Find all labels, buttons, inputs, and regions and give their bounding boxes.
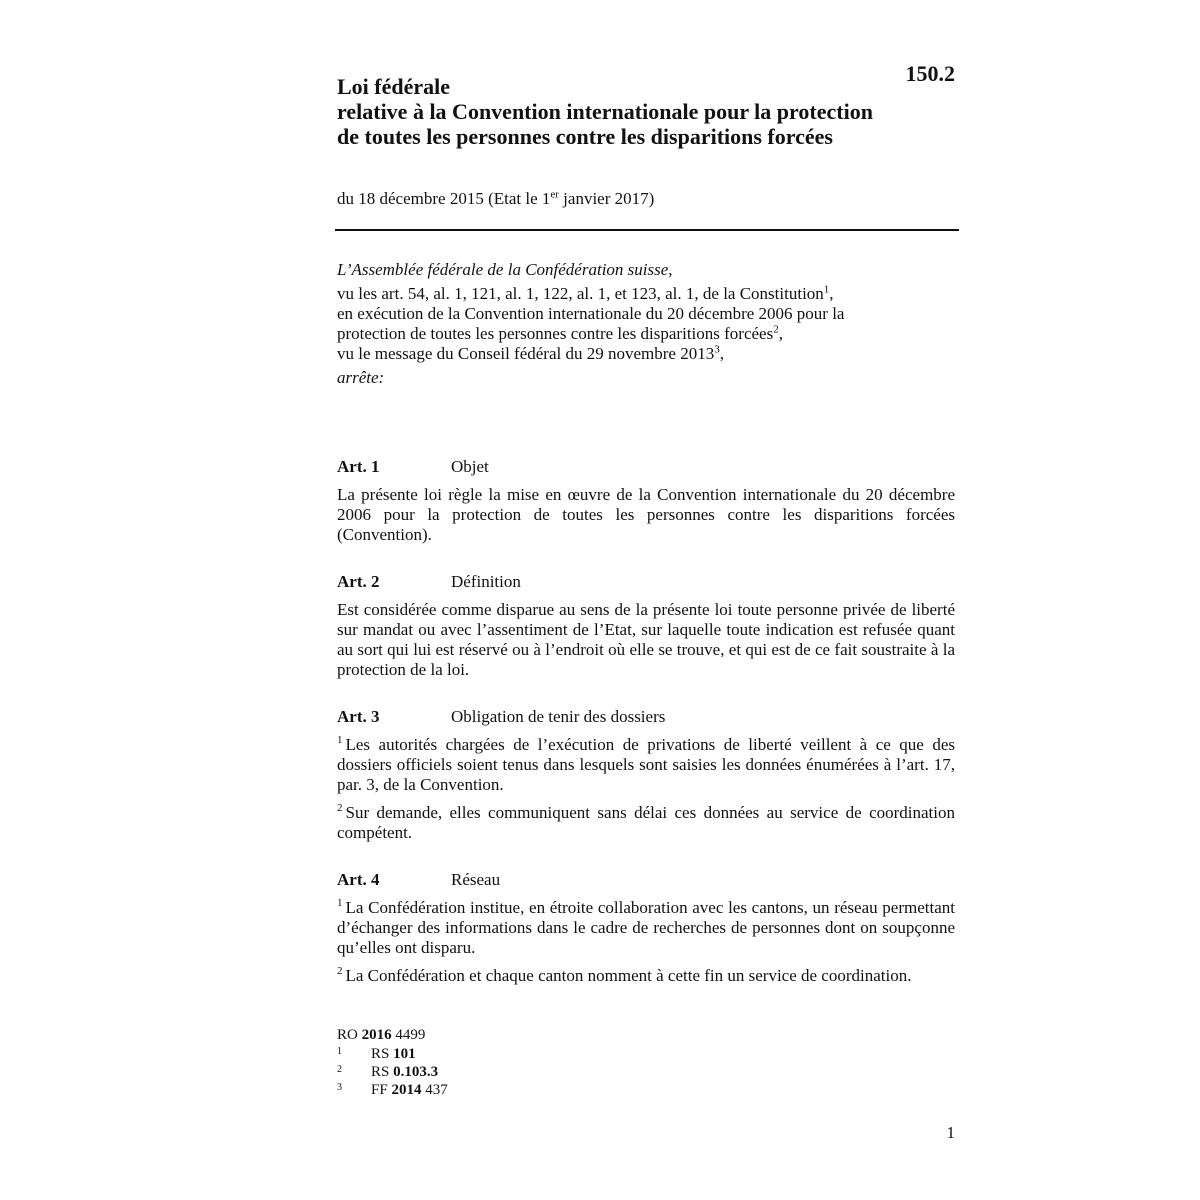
footnote-text[interactable] [371, 1046, 416, 1062]
article-title: Obligation de tenir des dossiers [451, 707, 666, 726]
paragraph-number: 1 [337, 897, 343, 910]
footnote [337, 1082, 448, 1100]
law-title [337, 74, 957, 149]
ro-prefix: RO [337, 1027, 362, 1043]
preamble-line-text: protection de toutes les personnes contre les disparitions forcées [337, 324, 774, 343]
paragraph-text: La présente loi règle la mise en œuvre de la Convention internationale du 20 décembre 2006 pour la protection de toutes les personnes contre les disparitions forcées (Convention). [337, 485, 955, 544]
preamble-line-end: , [829, 284, 834, 303]
article-heading [337, 457, 955, 477]
paragraph-number: 1 [337, 734, 343, 747]
article-title: Définition [451, 572, 521, 591]
law-date-prefix: du 18 décembre 2015 (Etat le 1 [337, 189, 551, 208]
footnote-suffix: 437 [421, 1082, 448, 1098]
footnote-prefix: FF [371, 1082, 392, 1098]
footnote-bold: 101 [393, 1046, 416, 1062]
paragraph-number: 2 [337, 965, 343, 978]
footnote-ref[interactable]: 1 [823, 283, 830, 296]
footnote-prefix: RS [371, 1064, 394, 1080]
law-title-line: relative à la Convention internationale pour la protection [337, 99, 873, 124]
article-paragraph [337, 803, 955, 843]
law-date-suffix: janvier 2017) [558, 189, 655, 208]
article-number: Art. 2 [337, 572, 380, 591]
article-heading [337, 707, 955, 727]
preamble-line-text: vu les art. 54, al. 1, 121, al. 1, 122, al. 1, et 123, al. 1, de la Constitution [337, 284, 824, 303]
footnote-mark: 3 [337, 1082, 342, 1093]
article-number: Art. 4 [337, 870, 380, 889]
article-heading [337, 572, 955, 592]
official-compilation-ref [337, 1027, 448, 1043]
preamble-line-end: , [719, 344, 724, 363]
article [337, 870, 955, 986]
footnote-prefix: RS [371, 1046, 394, 1062]
footnote-bold: 0.103.3 [393, 1064, 439, 1080]
footnotes [337, 1027, 448, 1100]
article-number: Art. 1 [337, 457, 380, 476]
preamble [337, 260, 957, 388]
article-paragraph [337, 966, 955, 986]
article-paragraph [337, 600, 955, 680]
law-title-line: Loi fédérale [337, 74, 451, 99]
paragraph-text: Sur demande, elles communiquent sans délai ces données au service de coordination compétent. [337, 803, 955, 842]
article-paragraph [337, 735, 955, 795]
law-title-line: de toutes les personnes contre les disparitions forcées [337, 124, 833, 149]
paragraph-text: Les autorités chargées de l’exécution de privations de liberté veillent à ce que des dossiers officiels soient tenus dans lesquels sont saisies les données énumérées à l’art. 17, par. 3, de la Convention. [337, 735, 955, 794]
article-heading [337, 870, 955, 890]
preamble-line-text: vu le message du Conseil fédéral du 29 novembre 2013 [337, 344, 715, 363]
article-paragraph [337, 898, 955, 958]
ro-year: 2016 [361, 1027, 392, 1043]
preamble-enact: arrête: [337, 368, 385, 387]
preamble-authority: L’Assemblée fédérale de la Confédération suisse, [337, 260, 673, 279]
article [337, 572, 955, 680]
preamble-line [337, 304, 957, 324]
article [337, 707, 955, 843]
footnote-bold: 2014 [391, 1082, 422, 1098]
paragraph-number: 2 [337, 802, 343, 815]
preamble-line [337, 324, 957, 344]
footnote-text[interactable] [371, 1064, 438, 1080]
paragraph-text: La Confédération et chaque canton nomment à cette fin un service de coordination. [345, 966, 912, 985]
article-paragraph [337, 485, 955, 545]
footnote-mark: 2 [337, 1064, 342, 1075]
paragraph-text: Est considérée comme disparue au sens de la présente loi toute personne privée de liberté sur mandat ou avec l’assentiment de l’Etat, sur laquelle toute indication est refusée quant au sort qui lui est réservé ou à l’endroit où elle se trouve, et qui est de ce fait soustraite à la protection de la loi. [337, 600, 955, 679]
article-title: Réseau [451, 870, 501, 889]
page-number: 1 [946, 1123, 955, 1142]
preamble-line [337, 284, 957, 304]
preamble-line [337, 344, 957, 364]
article [337, 457, 955, 545]
law-date [337, 188, 654, 210]
preamble-line-end: , [778, 324, 783, 343]
ro-page: 4499 [391, 1027, 426, 1043]
preamble-line-text: en exécution de la Convention internationale du 20 décembre 2006 pour la [337, 304, 845, 323]
article-title: Objet [451, 457, 489, 476]
title-divider [335, 229, 959, 231]
paragraph-text: La Confédération institue, en étroite collaboration avec les cantons, un réseau permettant d’échanger des informations dans le cadre de recherches de personnes dont on soupçonne qu’elles ont disparu. [337, 898, 955, 957]
footnote-text[interactable] [371, 1082, 448, 1098]
law-date-superscript: er [550, 188, 559, 201]
article-number: Art. 3 [337, 707, 380, 726]
footnote-mark: 1 [337, 1046, 342, 1057]
sr-number: 150.2 [905, 61, 955, 86]
footnote-ref[interactable]: 2 [773, 323, 779, 336]
footnote-ref[interactable]: 3 [714, 343, 720, 356]
articles [337, 457, 955, 1013]
